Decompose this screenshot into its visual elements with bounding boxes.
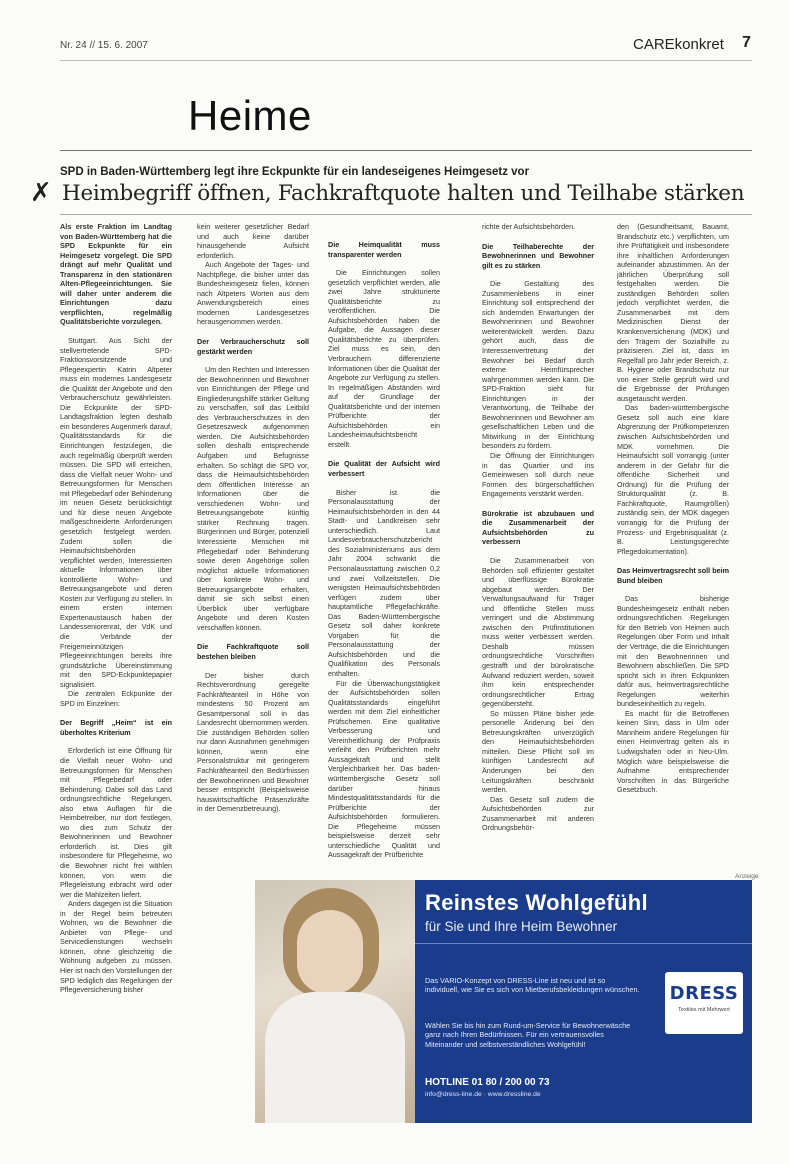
- paragraph: Für die Überwachungstätigkeit der Aufsichtsbehörden sollen Qualitätsstandards eingeführt werden mit dem Ziel einheitlicher Prüfschemen. Eine qualitative Verbesserung und Vereinheitlichung der Prüfpraxis verleiht den Prüfberichten mehr Aussagekraft und stellt Vergleichbarkeit her. Das baden-württembergische Gesetz soll darüber hinaus Mindestqualitätsstandards für die Prüfberichte der Aufsichtsbehörden formulieren. Die Pflegeheime müssen beispielsweise derzeit sehr unterschiedliche Qualität und Aussagekraft der Prüfberichte: [328, 678, 440, 860]
- photo-face-shape: [297, 910, 363, 994]
- article-column-2: [197, 222, 309, 814]
- photo-body-shape: [265, 992, 405, 1123]
- subheading: Die Heimqualität muss transparenter werden: [328, 240, 440, 259]
- advertisement-photo: [255, 880, 415, 1123]
- ad-text: Wählen Sie bis hin zum Rund-um-Service für Bewohnerwäsche ganz nach Ihren Bedürfnissen. Für ein vertrauensvolles Miteinander und selbstverständliches Wohlgefühl!: [425, 1021, 631, 1049]
- handwritten-x-mark: ✗: [30, 178, 52, 208]
- ad-subtitle: für Sie und Ihre Heim Bewohner: [425, 919, 618, 934]
- subheading: Das Heimvertragsrecht soll beim Bund bleiben: [617, 566, 729, 585]
- ad-divider: [415, 943, 752, 944]
- subheading: Der Begriff „Heim“ ist ein überholtes Kriterium: [60, 718, 172, 737]
- subheading: Bürokratie ist abzubauen und die Zusammenarbeit der Aufsichtsbehörden zu verbessern: [482, 508, 594, 547]
- paragraph: Auch Angebote der Tages- und Nachtpflege, die bisher unter das Bundesheimgesetz fielen, können nach Altpeters Worten aus dem Anwendungsbereich eines modernen Landesgesetzes herausgenommen werden.: [197, 260, 309, 327]
- advertisement-label: Anzeige: [735, 873, 759, 880]
- paragraph: Es macht für die Betroffenen keinen Sinn, dass in Ulm oder Mannheim andere Regelungen für einen Heimvertrag gelten als in Ludwigshafen oder in Neu-Ulm. Möglich wäre beispielsweise die Aufnahme entsprechender Vorschriften in das Bürgerliche Gesetzbuch.: [617, 708, 729, 795]
- paragraph: Anders dagegen ist die Situation in der Regel beim betreuten Wohnen, wo die Bewohner die Anbieter von Pflege- und Servicedienstungen wechseln können, ohne gleichzeitig die Wohnung aufgeben zu müssen. Hier ist nach den Vorstellungen der SPD lediglich das Regelungen der Pflegeversicherung bisher: [60, 899, 172, 995]
- paragraph: Stuttgart. Aus Sicht der stellvertretende SPD-Fraktionsvorsitzende und Pflegeexpertin Katrin Altpeter muss ein modernes Landesgesetz die Qualität der Angebote und den Verbraucherschutz gewährleisten. Die Eckpunkte der SPD-Landtagsfraktion legten deshalb ein besonderes Augenmerk darauf, Qualitätsstandards für die Einrichtungen festzulegen, die auch regelmäßig überprüft werden müssen. Die SPD will erreichen, dass die Vielfalt neuer Wohn- und Betreuungsformen für Menschen mit Pflegebedarf oder Behinderung im neuen Gesetz berücksichtigt und für diese neuen Angebote maßgeschneiderte Anforderungen gesetzlich festgelegt werden. Zudem sollen die Heimaufsichtsbehörden verpflichtet werden, Interessierten aktuelle Informationen über kontrollierte Wohn- und Betreuungsangebote und deren Kosten zur Verfügung zu stellen. In einem ersten internen Expertenaustausch haben der Landesseniorenrat, der VdK und die Verbände der Freigemeinnützigen Pflegeeinrichtungen bereits ihre grundsätzliche Übereinstimmung mit den SPD-Eckpunktepapier signalisiert.: [60, 336, 172, 689]
- section-title: Heime: [188, 92, 312, 139]
- article-column-1: [60, 222, 172, 995]
- paragraph: kein weiterer gesetzlicher Bedarf und auch keine darüber hinausgehende Aufsicht erforderlich.: [197, 222, 309, 260]
- dress-logo: [665, 972, 743, 1034]
- paragraph: Bisher ist die Personalausstattung der Heimaufsichtsbehörden in den 44 Stadt- und Landkreisen sehr unterschiedlich. Laut Landesverbraucherschutzbericht des Sozialministeriums aus dem Jahr 2004 schwankt die Personalausstattung zwischen 0,2 und zwei Vollzeitstellen. Die wenigsten Heimaufsichtsbehörden verfügen zudem über hauptamtliche Pflegefachkräfte. Das Baden-Württembergische Gesetz soll daher konkrete Vorgaben für die Personalausstattung der Aufsichtsbehörden und die Qualifikation des Personals enthalten.: [328, 487, 440, 678]
- subheading: Der Verbraucherschutz soll gestärkt werden: [197, 337, 309, 356]
- issue-date: Nr. 24 // 15. 6. 2007: [60, 40, 148, 51]
- paragraph: Das baden-württembergische Gesetz soll auch eine klare Abgrenzung der Prüfkompetenzen zwischen Aufsichtsbehörden und MDK vornehmen. Die Heimaufsicht soll vorrangig (unter anderem in der Gefahr für die öffentliche Sicherheit und Ordnung) für die Prüfung der Strukturqualität (z. B. Fachkraftquote, Raumgrößen) zuständig sein, der MDK dagegen vorrangig für die Prüfung der Prozess- und Ergebnisqualität (z. B. Leistungsgerechte Pflegedokumentation).: [617, 403, 729, 556]
- subheading: Die Teilhaberechte der Bewohnerinnen und Bewohner gilt es zu stärken: [482, 241, 594, 270]
- paragraph: Das Gesetz soll zudem die Aufsichtsbehörden zur Zusammenarbeit mit anderen Ordnungsbehör-: [482, 794, 594, 833]
- section-divider: [60, 150, 752, 151]
- paragraph: So müssen Pläne bisher jede personelle Änderung bei den Betreuungskräften unverzüglich den Heimaufsichtsbehörden mitteilen. Diese Pflicht soll im künftigen Landesrecht auf Änderungen bei den Leitungskräften beschränkt werden.: [482, 708, 594, 795]
- header-divider: [60, 60, 752, 61]
- advertisement[interactable]: [255, 880, 752, 1123]
- paragraph: Die Einrichtungen sollen gesetzlich verpflichtet werden, alle zwei Jahre strukturierte Qualitätsberichte zu veröffentlichen. Die Aufsichtsbehörden haben die Aufgabe, die Aussagen dieser Qualitätsberichte zu überprüfen. Ziel muss es sein, den Verbrauchern differenzierte Informationen über die Qualität der Angebote zur Verfügung zu stellen. In regelmäßigen Abständen wird auf der Grundlage der Qualitätsberichte und der internen Prüfberichte der Aufsichtsbehörden ein Landesheimaufsichtsbericht erstellt.: [328, 268, 440, 449]
- article-lead: Als erste Fraktion im Landtag von Baden-Württemberg hat die SPD Eckpunkte für ein Heimgesetz vorgelegt. Die SPD drängt auf mehr Qualität und Transparenz in den stationären Alten-Pflegeeinrichtungen. Sie will daher unter anderem die Einrichtungen dazu verpflichten, regelmäßig Qualitätsberichte vorzulegen.: [60, 222, 172, 327]
- article-headline: Heimbegriff öffnen, Fachkraftquote halten und Teilhabe stärken: [62, 181, 745, 206]
- paragraph: Das bisherige Bundesheimgesetz enthält neben ordnungsrechtlichen Regelungen für den Betrieb von Heimen auch Regelungen über Form und Inhalt der Verträge, die die Einrichtungen mit den Bewohnerinnen und Bewohnern abschließen. Die SPD spricht sich in ihren Eckpunkten dafür aus, heimvertragsrechtliche Regelungen weiterhin bundeseinheitlich zu regeln.: [617, 594, 729, 709]
- article-kicker: SPD in Baden-Württemberg legt ihre Eckpunkte für ein landeseigenes Heimgesetz vor: [60, 166, 530, 178]
- ad-hotline[interactable]: HOTLINE 01 80 / 200 00 73: [425, 1077, 550, 1088]
- paragraph: Erforderlich ist eine Öffnung für die Vielfalt neuer Wohn- und Betreuungsformen für Menschen mit Pflegebedarf oder Behinderung. Dabei soll das Land ordnungsrechtliche Regelungen, also etwa Auflagen für die Heimbetreiber, nur dort festlegen, wo dies zum Schutz der Bewohnerinnen und Bewohner erforderlich ist. Dies gilt insbesondere für Pflegeheime, wo die Bewohner nicht frei wählen können, von wem die Pflegeleistung erbracht wird oder wer die Mahlzeiten liefert.: [60, 746, 172, 899]
- article-column-3: [328, 222, 440, 860]
- headline-divider: [60, 214, 752, 215]
- subheading: Die Qualität der Aufsicht wird verbessert: [328, 459, 440, 479]
- publication-name: CAREkonkret: [633, 36, 724, 53]
- paragraph: Die zentralen Eckpunkte der SPD im Einzelnen:: [60, 689, 172, 708]
- ad-contact-link[interactable]: info@dress-line.de · www.dressline.de: [425, 1091, 541, 1098]
- article-column-5: [617, 222, 729, 795]
- paragraph: Die Zusammenarbeit von Behörden soll effizienter gestaltet und überflüssige Bürokratie abgebaut werden. Der Verwaltungsaufwand für Träger und öffentliche Stellen muss verringert und die Abstimmung zwischen den Prüfinstitutionen muss weiter verbessert werden. Deshalb müssen ordnungsrechtliche Vorschriften gestrafft und der bürokratische Aufwand reduziert werden, soweit ihm kein entsprechender ordnungsrechtlicher Ertrag gegenübersteht.: [482, 555, 594, 709]
- page-number: 7: [742, 34, 751, 51]
- paragraph: richte der Aufsichtsbehörden.: [482, 222, 576, 231]
- article-column-4: [482, 222, 594, 833]
- paragraph: Um den Rechten und Interessen der Bewohnerinnen und Bewohner von Einrichtungen der Pflege und Eingliederungshilfe stärker Geltung zu verschaffen, soll das Leitbild des Verbraucherschutzes in den Gesetzeszweck aufgenommen werden. Die Aufsichtsbehörden sollen deshalb entsprechende Aufgaben und Befugnisse erhalten. So schlägt die SPD vor, dass die Heimaufsichtsbehörden dem öffentlichen Interesse an Informationen über die verschiedenen Wohn- und Betreuungsangebote künftig stärker Rechnung tragen. Bürgerinnen und Bürger, potenziell Interessierte Menschen mit Pflegebedarf oder Behinderung sowie deren Angehörige sollen möglichst aktuelle Informationen über konkrete Wohn- und Betreuungsangebote erhalten, damit sie sich selbst einen Überblick über verfügbare Angebote und deren Kosten verschaffen können.: [197, 365, 309, 632]
- logo-tagline: Textiles mit Mehrwert: [678, 1007, 730, 1013]
- ad-title: Reinstes Wohlgefühl: [425, 890, 648, 915]
- logo-wordmark: DRESS: [669, 983, 739, 1004]
- paragraph: Die Gestaltung des Zusammenlebens in einer Einrichtung soll entsprechend der sich ändernden Erwartungen der Bewohnerinnen und Bewohner weiterentwickelt werden. Dazu gehört auch, dass die Interessenvertretung der Bewohner bei Bedarf durch externe Heimfürsprecher wahrgenommen werden kann. Die SPD-Fraktion sieht für Einrichtungen in der Verantwortung, die Teilhabe der Bewohnerinnen und Bewohner am gesellschaftlichen Leben und die Mitwirkung in der Einrichtung besonders zu fördern.: [482, 279, 594, 451]
- subheading: Die Fachkraftquote soll bestehen bleiben: [197, 642, 309, 661]
- paragraph: Die Öffnung der Einrichtungen in das Quartier und ins Gemeinwesen soll durch neue Formen des bürgerschaftlichen Engagements verstärkt werden.: [482, 451, 594, 499]
- ad-text: Das VARIO-Konzept von DRESS-Line ist neu und ist so individuell, wie Sie es sich von Mietberufsbekleidungen wünschen.: [425, 976, 640, 995]
- paragraph: den (Gesundheitsamt, Bauamt, Brandschutz etc.) verpflichten, um ihre Prüftätigkeit und insbesondere ihre inhaltlichen Anforderungen aufeinander abzustimmen. An der jährlichen Überprüfung soll festgehalten werden. Die zuständigen Behörden sollen jedoch verpflichtet werden, die Zusammenarbeit mit dem Medizinischen Dienst der Krankenversicherung (MDK) und den Trägern der Sozialhilfe zu präzisieren. Ziel ist, dass im Regelfall pro Jahr jeder Bereich, z. B. Hygiene oder Brandschutz nur von einer Stelle geprüft wird und die Ergebnisse der Prüfungen ausgetauscht werden.: [617, 222, 729, 403]
- paragraph: Der bisher durch Rechtsverordnung geregelte Fachkräfteanteil in Höhe von mindestens 50 Prozent am Gesamtpersonal soll in das Landesrecht übernommen werden. Die zuständigen Behörden sollen nur dann Ausnahmen genehmigen können, wenn eine Personalstruktur mit geringerem Fachkräfteanteil den Bedürfnissen der Bewohnerinnen und Bewohner besser entspricht (Beispielsweise hauswirtschaftliche Präsenzkräfte in der Demenzbetreuung).: [197, 670, 309, 814]
